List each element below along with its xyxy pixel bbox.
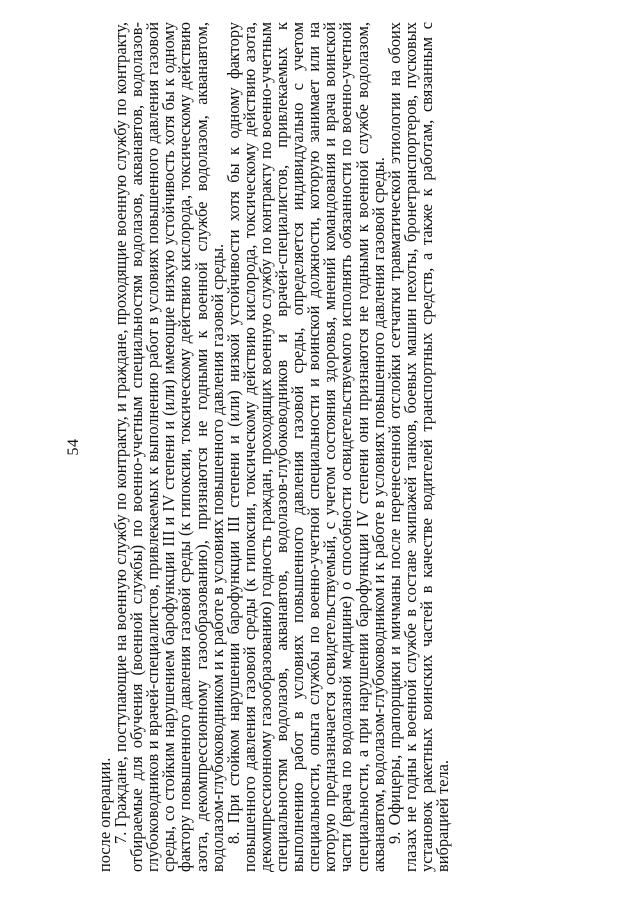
- paragraph-0: после операции.: [95, 757, 114, 872]
- paragraph-2: 8. При стойком нарушении барофункции III степени и (или) низкой устойчивости хотя бы к одному фактору повышенного давления газовой среды (к гипоксии, токсическому действию кислорода, токсическому действию азота, декомпрессионному газообразованию) годность граждан, проходящих военную службу по контракту по военно-учетным специальностям водолазов, акванавтов, водолазов-глубоководников и врачей-специалистов, привлекаемых к выполнению работ в условиях повышенного давления газовой среды, определяется индивидуально с учетом специальности, опыта службы по военно-учетной специальности и воинской должности, которую занимает или на которую предназначается освидетельствуемый, с учетом состояния здоровья, мнений командования и врача воинской части (врача по водолазной медицине) о способности освидетельствуемого исполнять обязанности по военно-учетной специальности, а при нарушении барофункции IV степени они признаются не годными к военной службе водолазом, акванавтом, водолазом-глубоководником и к работе в условиях повышенного давления газовой среды.: [223, 22, 388, 872]
- paragraph-1: 7. Граждане, поступающие на военную службу по контракту, и граждане, проходящие военную службу по контракту, отбираемые для обучения (военной службы) по военно-учетным специальностям водолазов, акванавтов, водолазов-глубоководников и врачей-специалистов, привлекаемых к выполнению работ в условиях повышенного давления газовой среды, со стойким нарушением барофункции III и IV степени и (или) имеющие низкую устойчивость хотя бы к одному фактору повышенного давления газовой среды (к гипоксии, токсическому действию кислорода, токсическому действию азота, декомпрессионному газообразованию), признаются не годными к военной службе водолазом, акванавтом, водолазом-глубоководником и к работе в условиях повышенного давления газовой среды.: [111, 22, 227, 872]
- paragraph-3: 9. Офицеры, прапорщики и мичманы после перенесенной отслойки сетчатки травматической этиологии на обоих глазах не годны к военной службе в составе экипажей танков, боевых машин пехоты, бронетранспортеров, пусковых установок ракетных воинских частей в качестве водителей транспортных средств, а также к работам, связанным с вибрацией тела.: [384, 22, 452, 872]
- rotated-page-content: [65, 22, 585, 872]
- page-number: 54: [65, 438, 82, 456]
- body-text: [97, 22, 451, 872]
